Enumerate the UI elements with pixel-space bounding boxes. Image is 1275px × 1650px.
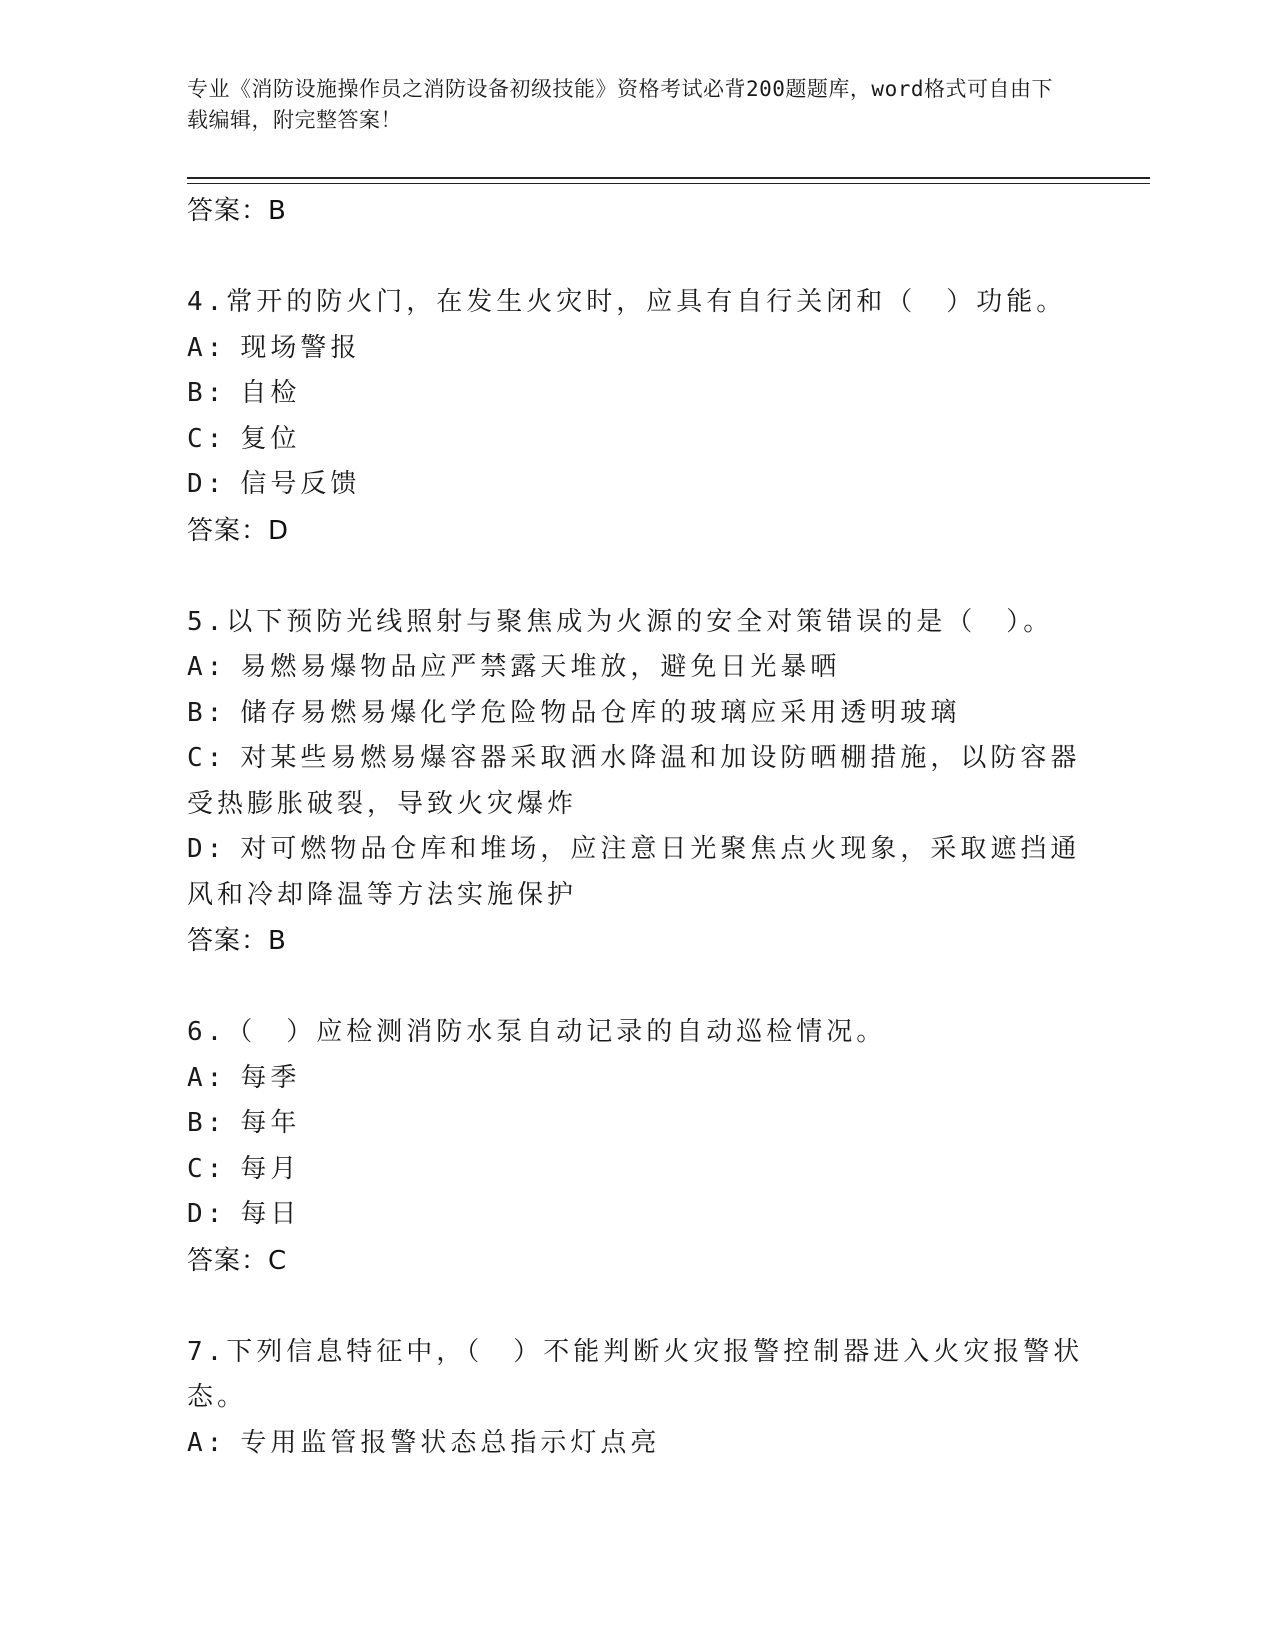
option-letter: D: (187, 834, 227, 864)
option-letter: B: (187, 697, 227, 728)
option-text: 储存易燃易爆化学危险物品仓库的玻璃应采用透明玻璃 (240, 697, 961, 728)
option-a (187, 1056, 1087, 1102)
option-b (187, 1101, 1087, 1147)
question-text: 4.常开的防火门，在发生火灾时，应具有自行关闭和（ ）功能。 (187, 287, 1067, 317)
option-letter: D: (187, 469, 227, 499)
option-text: 对可燃物品仓库和堆场，应注意日光聚焦点火现象，采取遮挡通风和冷却降温等方法实施保护 (187, 834, 1081, 910)
option-d (187, 827, 1087, 918)
option-a (187, 645, 1087, 691)
option-b (187, 371, 1087, 417)
option-text: 每年 (240, 1108, 301, 1138)
question-block (187, 1330, 1087, 1467)
question-block (187, 280, 1087, 554)
option-text: 每日 (240, 1199, 301, 1229)
option-c (187, 417, 1087, 463)
option-text: 易燃易爆物品应严禁露天堆放，避免日光暴晒 (240, 652, 841, 682)
answer-value: B (268, 196, 287, 226)
option-letter: C: (187, 423, 227, 454)
answer-value: C (268, 1245, 288, 1276)
option-letter: A: (187, 1062, 227, 1093)
answer-line (187, 918, 1087, 964)
answer-line (187, 1238, 1087, 1284)
option-d (187, 1192, 1087, 1238)
option-a (187, 326, 1087, 372)
option-letter: A: (187, 332, 227, 363)
page-header: 专业《消防设施操作员之消防设备初级技能》资格考试必背200题题库，word格式可自由下载编辑，附完整答案！ (187, 77, 1053, 132)
answer-value: D (268, 515, 290, 546)
option-text: 现场警报 (240, 332, 361, 363)
option-d (187, 462, 1087, 508)
option-letter: B: (187, 1108, 227, 1138)
option-letter: C: (187, 743, 227, 773)
option-c (187, 1147, 1087, 1193)
answer-line (187, 188, 1087, 234)
question-text: 6.（ ）应检测消防水泵自动记录的自动巡检情况。 (187, 1017, 887, 1047)
answer-label: 答案： (187, 515, 269, 546)
question-text: 5.以下预防光线照射与聚焦成为火源的安全对策错误的是（ ）。 (187, 606, 1054, 637)
answer-line (187, 508, 1087, 554)
answer-value: B (268, 926, 287, 956)
header-divider-thin (187, 183, 1150, 184)
option-text: 信号反馈 (240, 469, 361, 499)
question-block (187, 1010, 1087, 1284)
option-letter: A: (187, 1427, 227, 1458)
option-letter: B: (187, 378, 227, 408)
header-divider (187, 177, 1150, 179)
option-text: 对某些易燃易爆容器采取洒水降温和加设防晒棚措施，以防容器受热膨胀破裂，导致火灾爆炸 (187, 743, 1081, 819)
option-text: 专用监管报警状态总指示灯点亮 (240, 1427, 661, 1458)
option-a (187, 1421, 1087, 1467)
option-letter: D: (187, 1199, 227, 1229)
option-b (187, 691, 1087, 737)
answer-label: 答案： (187, 196, 269, 226)
option-text: 自检 (240, 378, 301, 408)
question-block (187, 600, 1087, 965)
option-c (187, 736, 1087, 827)
option-text: 复位 (240, 423, 301, 454)
option-letter: C: (187, 1153, 227, 1184)
answer-label: 答案： (187, 1245, 269, 1276)
answer-label: 答案： (187, 926, 269, 956)
option-text: 每月 (240, 1153, 301, 1184)
option-letter: A: (187, 652, 227, 682)
question-text: 7.下列信息特征中，（ ）不能判断火灾报警控制器进入火灾报警状态。 (187, 1336, 1084, 1412)
question-list (187, 188, 1087, 1466)
option-text: 每季 (240, 1062, 301, 1093)
